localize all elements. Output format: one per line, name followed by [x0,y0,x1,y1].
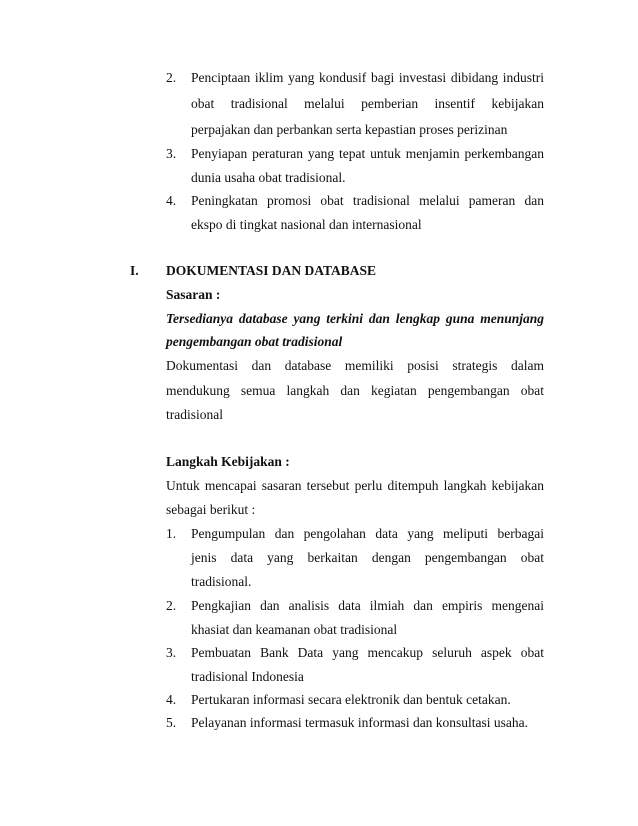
policy-item-line: tradisional. [191,574,252,589]
policy-item-line: jenis data yang berkaitan dengan pengembangan obat [191,550,544,565]
list-item-line: obat tradisional melalui pemberian insentif kebijakan [191,96,544,111]
intro-line: Untuk mencapai sasaran tersebut perlu ditempuh langkah kebijakan [166,478,544,493]
policy-item-line: tradisional Indonesia [191,669,304,684]
list-number: 4. [166,193,177,208]
policy-number: 5. [166,715,177,730]
policy-number: 3. [166,645,177,660]
list-item-line: Penciptaan iklim yang kondusif bagi investasi dibidang industri [191,70,544,85]
section-numeral: I. [130,263,139,278]
policy-item-line: Pembuatan Bank Data yang mencakup seluruh aspek obat [191,645,544,660]
list-item-line: dunia usaha obat tradisional. [191,170,346,185]
policy-item-line: Pertukaran informasi secara elektronik dan bentuk cetakan. [191,692,511,707]
policy-item-line: khasiat dan keamanan obat tradisional [191,622,398,637]
sasaran-text-line: Tersedianya database yang terkini dan lengkap guna menunjang [166,311,544,326]
list-item-line: Peningkatan promosi obat tradisional melalui pameran dan [191,193,544,208]
sasaran-label: Sasaran : [166,287,221,302]
list-number: 2. [166,70,177,85]
section-heading: DOKUMENTASI DAN DATABASE [166,263,377,278]
policy-number: 4. [166,692,177,707]
langkah-label: Langkah Kebijakan : [166,454,290,469]
policy-number: 2. [166,598,177,613]
sasaran-text-line: pengembangan obat tradisional [166,334,343,349]
list-item-line: perpajakan dan perbankan serta kepastian proses perizinan [191,122,508,137]
intro-line: sebagai berikut : [166,502,256,517]
policy-number: 1. [166,526,177,541]
description-line: mendukung semua langkah dan kegiatan pengembangan obat [166,383,544,398]
policy-item-line: Pengkajian dan analisis data ilmiah dan empiris mengenai [191,598,544,613]
list-item-line: Penyiapan peraturan yang tepat untuk menjamin perkembangan [191,146,544,161]
description-line: Dokumentasi dan database memiliki posisi strategis dalam [166,358,544,373]
list-number: 3. [166,146,177,161]
policy-item-line: Pelayanan informasi termasuk informasi dan konsultasi usaha. [191,715,529,730]
description-line: tradisional [166,407,223,422]
policy-item-line: Pengumpulan dan pengolahan data yang meliputi berbagai [191,526,544,541]
list-item-line: ekspo di tingkat nasional dan internasional [191,217,422,232]
